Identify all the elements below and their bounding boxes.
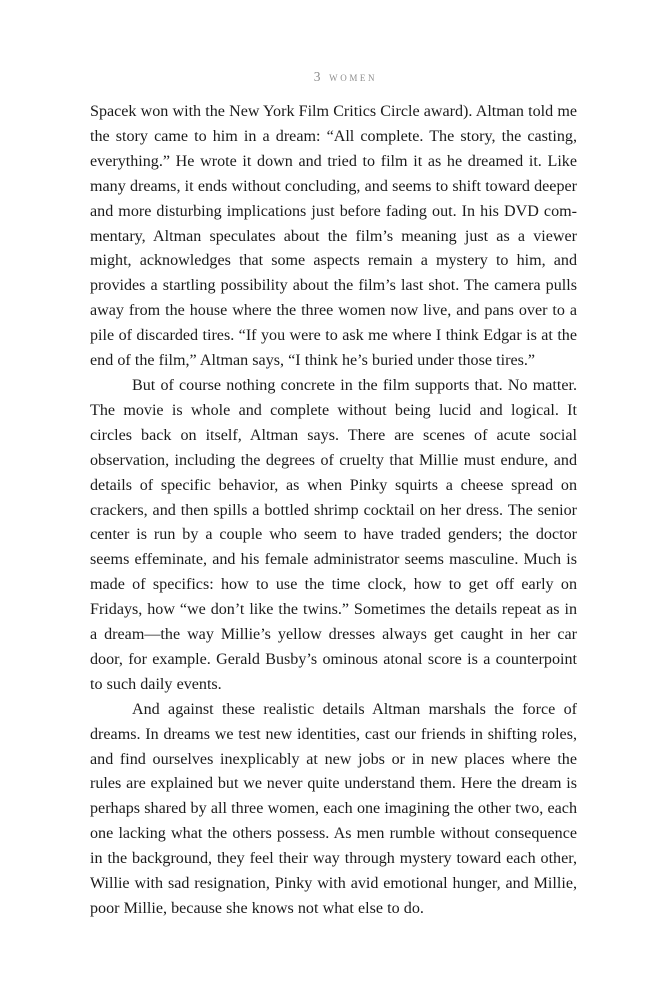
paragraph-3: And against these realistic details Altman marshals the force of dreams. In dreams we test new identities, cast our friends in shifting roles, and find ourselves inexplicably at new jobs or in new places where the rules are explained but we never quite understand them. Here the dream is perhaps shared by all three women, each one imagining the other two, each one lacking what the others possess. As men rumble without consequence in the background, they feel their way through mystery toward each other, Willie with sad resignation, Pinky with avid emotional hunger, and Millie, poor Millie, because she knows not what else to do.	[90, 700, 577, 917]
running-head	[0, 50, 667, 104]
paragraph-2: But of course nothing concrete in the film supports that. No matter. The movie is whole and complete without being lucid and logical. It circles back on itself, Altman says. There are scenes of acute social observation, including the degrees of cruelty that Millie must endure, and details of specific behavior, as when Pinky squirts a cheese spread on crackers, and then spills a bottled shrimp cocktail on her dress. The senior center is run by a couple who seem to have traded genders; the doctor seems effeminate, and his female administrator seems masculine. Much is made of specifics: how to use the time clock, how to get off early on Fridays, how “we don’t like the twins.” Sometimes the details repeat as in a dream—the way Millie’s yellow dresses always get caught in her car door, for example. Gerald Busby’s ominous atonal score is a counterpoint to such daily events.	[90, 376, 577, 693]
paragraph-1: Spacek won with the New York Film Critics Circle award). Altman told me the story came to him in a dream: “All complete. The story, the casting, everything.” He wrote it down and tried to film it as he dreamed it. Like many dreams, it ends without concluding, and seems to shift toward deeper and more disturbing implications just before fading out. In his DVD commentary, Altman speculates about the film’s meaning just as a viewer might, acknowledges that some aspects remain a mystery to him, and provides a startling possibility about the film’s last shot. The camera pulls away from the house where the three women now live, and pans over to a pile of discarded tires. “If you were to ask me where I think Edgar is at the end of the film,” Altman says, “I think he’s buried under those tires.”	[90, 103, 577, 370]
running-head-title: women	[329, 69, 378, 84]
running-head-number: 3	[313, 69, 324, 84]
body-text-block	[90, 100, 577, 922]
